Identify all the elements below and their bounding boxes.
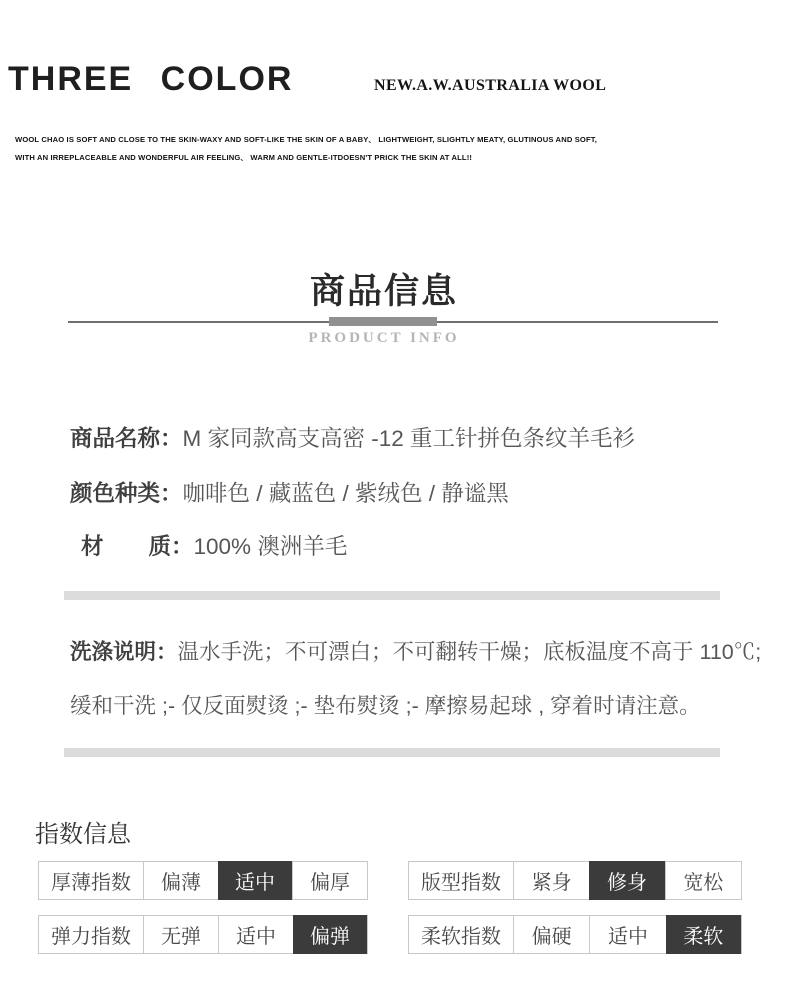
description-line-1: WOOL CHAO IS SOFT AND CLOSE TO THE SKIN-WAXY AND SOFT-LIKE THE SKIN OF A BABY、 LIGHTWEIGHT, SLIGHTLY MEATY, GLUTINOUS AND SOFT, (15, 135, 597, 144)
index-option: 偏薄 (143, 862, 218, 899)
product-description-en (15, 131, 597, 167)
care-instructions-row-1 (70, 635, 761, 666)
index-table-softness (408, 915, 742, 954)
section-title-en: PRODUCT INFO (308, 330, 460, 346)
index-table-thickness (38, 861, 368, 900)
care-instructions-line-1: 温水手洗；不可漂白；不可翻转干燥；底板温度不高于 110℃; (177, 640, 762, 664)
page-title: THREE COLOR (8, 60, 294, 98)
index-option: 偏硬 (513, 916, 589, 953)
description-line-2: WITH AN IRREPLACEABLE AND WONDERFUL AIR FEELING、 WARM AND GENTLE-ITDOESN'T PRICK THE SKIN AT ALL!! (15, 153, 473, 162)
index-table-elasticity (38, 915, 368, 954)
divider (64, 591, 720, 600)
care-instructions-line-2: 缓和干洗 ;- 仅反面熨烫 ;- 垫布熨烫 ;- 摩擦易起球 , 穿着时请注意。 (70, 694, 701, 718)
index-option: 无弹 (143, 916, 218, 953)
color-variants-value: 咖啡色 / 藏蓝色 / 紫绒色 / 静谧黑 (182, 481, 509, 506)
product-name-row (70, 421, 635, 453)
index-table-label: 厚薄指数 (51, 872, 131, 894)
care-instructions-row-2 (70, 689, 701, 720)
color-variants-label: 颜色种类： (70, 481, 183, 506)
page-subtitle: NEW.A.W.AUSTRALIA WOOL (374, 77, 607, 94)
product-name-value: M 家同款高支高密 -12 重工针拼色条纹羊毛衫 (182, 426, 636, 451)
index-option: 偏厚 (292, 862, 367, 899)
product-name-label: 商品名称： (70, 426, 183, 451)
index-table-label: 柔软指数 (421, 926, 501, 948)
section-divider-accent-bar (329, 317, 437, 326)
color-variants-row (70, 476, 509, 508)
care-instructions-label: 洗涤说明： (70, 640, 178, 664)
section-title-cn: 商品信息 (309, 272, 458, 311)
index-option: 柔软 (666, 915, 741, 954)
index-option: 适中 (218, 861, 292, 900)
index-option: 偏弹 (293, 915, 367, 954)
index-table-fit (408, 861, 742, 900)
index-table-label: 弹力指数 (51, 926, 131, 948)
material-label: 材 质： (81, 534, 194, 559)
index-option: 修身 (589, 861, 664, 900)
index-option: 适中 (589, 916, 665, 953)
material-value: 100% 澳洲羊毛 (193, 534, 348, 559)
index-option: 宽松 (665, 862, 741, 899)
index-option: 紧身 (513, 862, 589, 899)
divider (64, 748, 720, 757)
index-info-title: 指数信息 (35, 821, 131, 848)
index-option: 适中 (218, 916, 293, 953)
material-row (70, 529, 347, 561)
index-table-label: 版型指数 (421, 872, 501, 894)
